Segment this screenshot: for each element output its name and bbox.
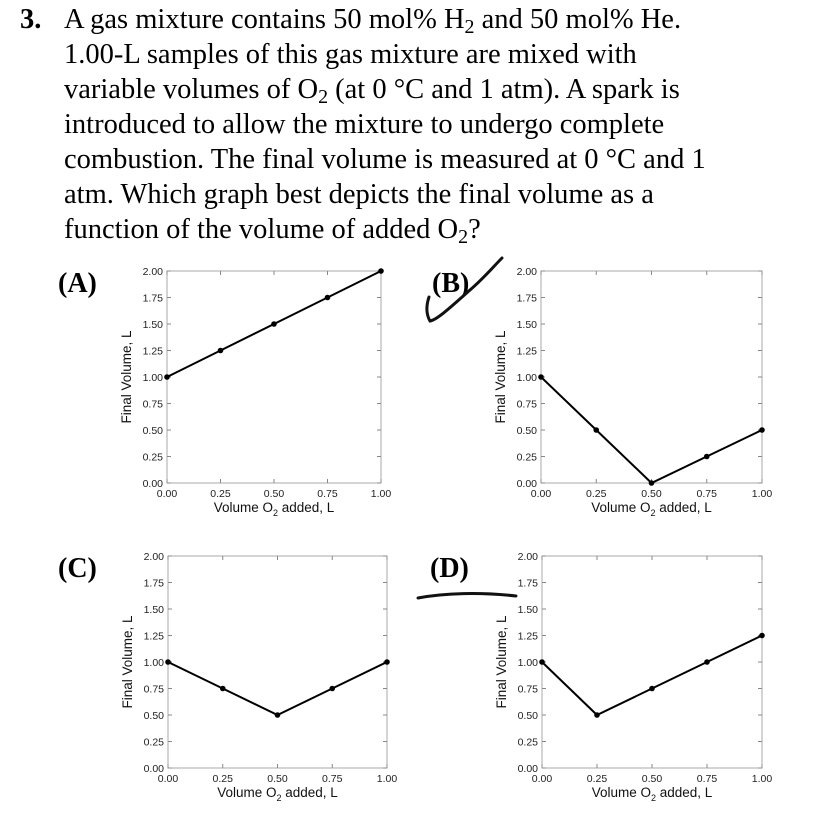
panel-label-d: (D) [430, 553, 469, 584]
y-tick-label: 1.50 [516, 319, 537, 331]
x-tick-label: 0.50 [641, 773, 663, 785]
y-tick-label: 0.25 [142, 451, 163, 464]
x-tick-label: 1.00 [751, 488, 773, 500]
y-axis-label: Final Volume, L [120, 615, 135, 709]
y-tick-label: 1.00 [516, 372, 537, 384]
question-text-segment: introduced to allow the mixture to undergo complete [64, 109, 665, 140]
y-tick-label: 0.00 [516, 478, 537, 490]
y-tick-label: 1.75 [143, 577, 164, 590]
x-tick-label: 1.00 [370, 488, 392, 500]
y-tick-label: 0.50 [516, 425, 537, 437]
x-tick-label: 0.25 [210, 488, 231, 500]
x-axis-label: Volume $O_2$ added, L [213, 500, 335, 518]
question-text-segment: 1.00-L samples of this gas mixture are mixed with [64, 39, 637, 70]
y-tick-label: 0.50 [142, 425, 163, 437]
question-text-segment: and 50 mol% He. [474, 4, 682, 35]
data-point [538, 374, 544, 380]
data-point [329, 686, 335, 692]
series-line [541, 377, 762, 483]
y-tick-label: 0.00 [517, 763, 538, 775]
question-number: 3. [20, 4, 42, 35]
data-point [220, 686, 226, 692]
y-tick-label: 0.75 [142, 398, 163, 411]
x-tick-label: 0.00 [157, 773, 179, 785]
x-tick-label: 0.75 [696, 773, 718, 785]
x-tick-label: 0.75 [317, 488, 338, 500]
plot-frame [168, 556, 387, 768]
x-tick-label: 0.50 [641, 488, 662, 500]
y-tick-label: 1.00 [517, 657, 538, 669]
question-text-segment: 2 [464, 15, 475, 38]
question-text-segment: A gas mixture contains 50 mol% H [64, 4, 465, 35]
question-text-segment: ? [468, 214, 481, 245]
y-tick-label: 2.00 [142, 266, 163, 278]
data-point [275, 712, 281, 718]
x-tick-label: 0.00 [530, 488, 552, 500]
data-point [539, 659, 545, 665]
panel-label-a: (A) [58, 268, 97, 299]
y-tick-label: 0.00 [143, 763, 164, 775]
data-point [649, 686, 655, 692]
y-tick-label: 0.25 [516, 451, 537, 464]
x-tick-label: 1.00 [376, 773, 398, 785]
x-tick-label: 0.50 [267, 773, 288, 785]
y-axis-label: Final Volume, L [494, 615, 509, 709]
y-tick-label: 1.25 [517, 630, 538, 643]
x-axis-label: Volume $O_2$ added, L [591, 500, 712, 518]
y-axis-label: Final Volume, L [119, 330, 134, 424]
x-axis-label: Volume $O_2$ added, L [217, 785, 338, 803]
data-point [704, 659, 710, 665]
x-tick-label: 0.25 [586, 773, 608, 785]
y-tick-label: 0.75 [517, 683, 538, 696]
y-tick-label: 0.25 [143, 736, 164, 749]
y-tick-label: 0.25 [517, 736, 538, 749]
x-tick-label: 1.00 [751, 773, 773, 785]
y-tick-label: 1.75 [516, 292, 537, 305]
plot-frame [541, 271, 762, 483]
data-point [218, 348, 224, 354]
x-tick-label: 0.25 [586, 488, 607, 500]
y-axis-label: Final Volume, L [493, 330, 508, 424]
handwritten-underline [418, 594, 516, 598]
handwritten-checkmark [427, 258, 502, 321]
question-text-segment: combustion. The final volume is measured at 0 °C and 1 [64, 144, 706, 175]
data-point [164, 374, 170, 380]
y-tick-label: 1.75 [142, 292, 163, 305]
y-tick-label: 0.00 [142, 478, 163, 490]
y-tick-label: 2.00 [143, 551, 164, 563]
data-point [649, 480, 655, 486]
question-text-segment: function of the volume of added O [64, 214, 459, 245]
y-tick-label: 0.50 [143, 710, 164, 722]
x-tick-label: 0.75 [696, 488, 717, 500]
x-tick-label: 0.00 [531, 773, 553, 785]
y-tick-label: 2.00 [517, 551, 538, 563]
data-point [759, 427, 765, 433]
y-tick-label: 1.50 [143, 604, 164, 616]
data-point [378, 268, 384, 274]
y-tick-label: 2.00 [516, 266, 537, 278]
data-point [271, 321, 277, 327]
y-tick-label: 1.25 [516, 345, 537, 358]
y-tick-label: 1.75 [517, 577, 538, 590]
y-tick-label: 1.25 [142, 345, 163, 358]
y-tick-label: 0.75 [143, 683, 164, 696]
x-tick-label: 0.00 [156, 488, 178, 500]
data-point [593, 427, 599, 433]
y-tick-label: 1.50 [142, 319, 163, 331]
y-tick-label: 1.25 [143, 630, 164, 643]
x-tick-label: 0.25 [212, 773, 233, 785]
plot-frame [542, 556, 762, 768]
question-text-segment: (at 0 °C and 1 atm). A spark is [328, 74, 680, 105]
question-text-segment: 2 [458, 225, 469, 248]
data-point [594, 712, 600, 718]
y-tick-label: 1.00 [143, 657, 164, 669]
series-line [168, 662, 387, 715]
chart-b [493, 266, 772, 518]
data-point [759, 633, 765, 639]
y-tick-label: 0.50 [517, 710, 538, 722]
data-point [704, 454, 710, 460]
x-tick-label: 0.75 [322, 773, 343, 785]
x-tick-label: 0.50 [263, 488, 285, 500]
chart-a [119, 266, 391, 518]
panel-label-c: (C) [58, 553, 97, 584]
plot-frame [167, 271, 381, 483]
data-point [325, 295, 331, 301]
question-text-segment: 2 [318, 85, 329, 108]
x-axis-label: Volume $O_2$ added, L [591, 785, 713, 803]
panel-label-b: (B) [432, 268, 470, 299]
data-point [384, 659, 390, 665]
y-tick-label: 1.50 [517, 604, 538, 616]
y-tick-label: 0.75 [516, 398, 537, 411]
chart-d [494, 551, 772, 803]
question-text-segment: atm. Which graph best depicts the final volume as a [64, 179, 654, 210]
y-tick-label: 1.00 [142, 372, 163, 384]
data-point [165, 659, 171, 665]
question-text-segment: variable volumes of O [64, 74, 319, 105]
chart-c [120, 551, 397, 803]
series-line [542, 636, 762, 716]
